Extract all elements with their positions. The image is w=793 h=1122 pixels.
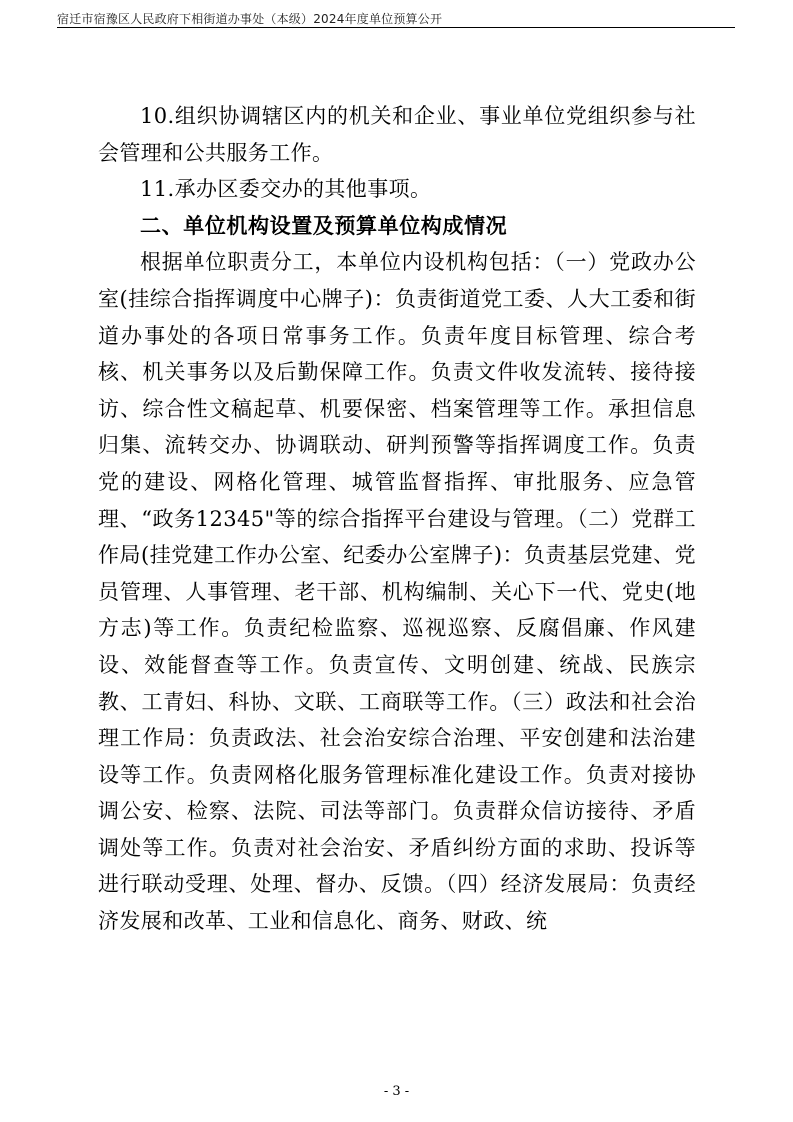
page-number: - 3 -	[383, 1084, 410, 1099]
document-body	[98, 98, 696, 940]
duty-item-10: 10.组织协调辖区内的机关和企业、事业单位党组织参与社会管理和公共服务工作。	[98, 104, 696, 165]
section-heading: 二、单位机构设置及预算单位构成情况	[140, 213, 508, 238]
header-divider	[57, 27, 735, 28]
institution-paragraph: 根据单位职责分工，本单位内设机构包括：（一）党政办公室(挂综合指挥调度中心牌子)：负责街道党工委、人大工委和街道办事处的各项日常事务工作。负责年度目标管理、综合考核、机关事务以及后勤保障工作。负责文件收发流转、接待接访、综合性文稿起草、机要保密、档案管理等工作。承担信息归集、流转交办、协调联动、研判预警等指挥调度工作。负责党的建设、网格化管理、城管监督指挥、审批服务、应急管理、“政务12345"等的综合指挥平台建设与管理。（二）党群工作局(挂党建工作办公室、纪委办公室牌子)：负责基层党建、党员管理、人事管理、老干部、机构编制、关心下一代、党史(地方志)等工作。负责纪检监察、巡视巡察、反腐倡廉、作风建设、效能督查等工作。负责宣传、文明创建、统战、民族宗教、工青妇、科协、文联、工商联等工作。（三）政法和社会治理工作局：负责政法、社会治安综合治理、平安创建和法治建设等工作。负责网格化服务管理标准化建设工作。负责对接协调公安、检察、法院、司法等部门。负责群众信访接待、矛盾调处等工作。负责对社会治安、矛盾纠纷方面的求助、投诉等进行联动受理、处理、督办、反馈。（四）经济发展局：负责经济发展和改革、工业和信息化、商务、财政、统	[98, 250, 696, 934]
duty-item-11: 11.承办区委交办的其他事项。	[140, 177, 432, 202]
running-header: 宿迁市宿豫区人民政府下相街道办事处（本级）2024年度单位预算公开	[57, 12, 443, 26]
